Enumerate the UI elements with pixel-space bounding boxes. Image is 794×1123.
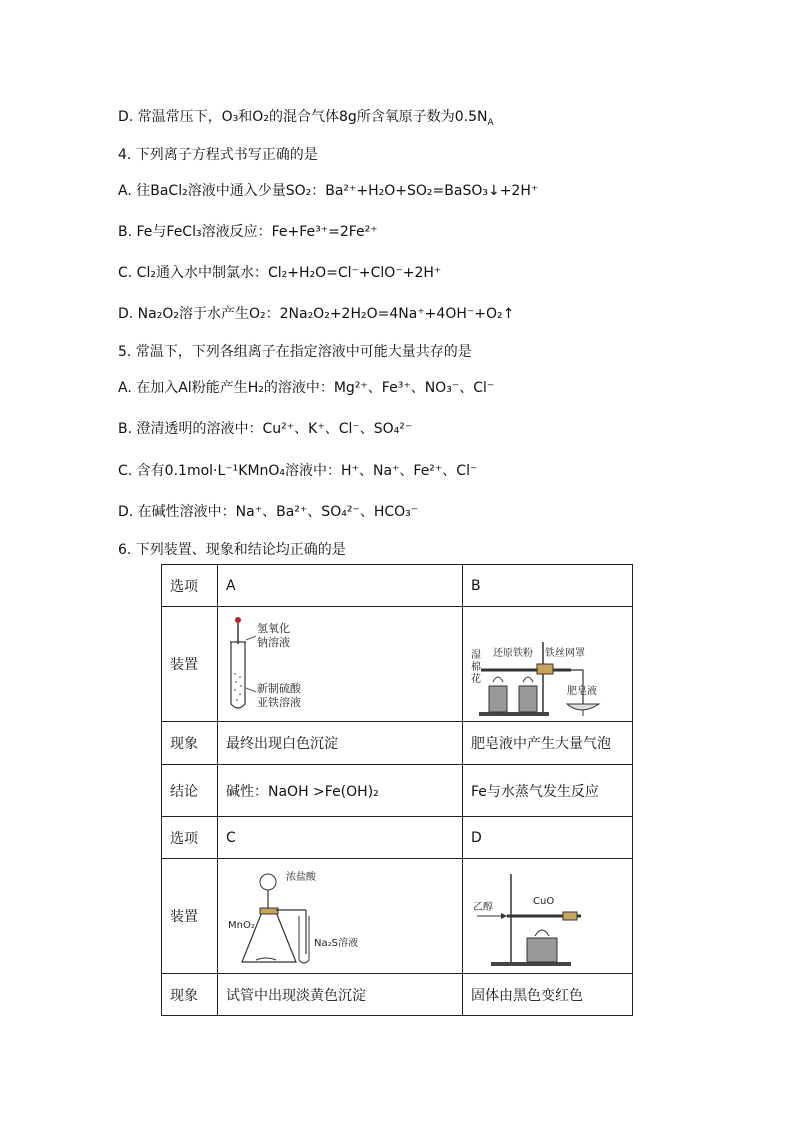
apparatus-c-label-hcl: 浓盐酸 [286, 871, 316, 883]
question-4-stem: 4. 下列离子方程式书写正确的是 [118, 147, 318, 163]
cell-header: 选项 [162, 817, 218, 859]
cell-option-c: C [218, 817, 463, 859]
question-4-option-a: A. 往BaCl₂溶液中通入少量SO₂：Ba²⁺+H₂O+SO₂=BaSO₃↓+2H⁺ [118, 183, 539, 199]
cell-apparatus-d [463, 859, 633, 974]
cell-conclusion-a: 碱性：NaOH >Fe(OH)₂ [218, 765, 463, 817]
question-5-option-d: D. 在碱性溶液中：Na⁺、Ba²⁺、SO₄²⁻、HCO₃⁻ [118, 504, 419, 520]
apparatus-a-figure [226, 612, 356, 717]
apparatus-a-label-4: 亚铁溶液 [257, 695, 301, 709]
cell-header: 结论 [162, 765, 218, 817]
question-5-option-c: C. 含有0.1mol·L⁻¹KMnO₄溶液中：H⁺、Na⁺、Fe²⁺、Cl⁻ [118, 463, 478, 479]
table-row [162, 859, 633, 974]
cell-phenomenon-b: 肥皂液中产生大量气泡 [463, 722, 633, 765]
apparatus-d-label-ethanol: 乙醇 [473, 901, 493, 913]
apparatus-c-figure [226, 864, 376, 969]
cell-header: 装置 [162, 859, 218, 974]
apparatus-d-label-cuo: CuO [533, 895, 555, 907]
cell-option-a: A [218, 565, 463, 607]
question-6-stem: 6. 下列装置、现象和结论均正确的是 [118, 542, 346, 558]
cell-option-b: B [463, 565, 633, 607]
apparatus-b-label-wet: 湿 [471, 649, 481, 661]
question-6-table [161, 564, 633, 1016]
question-5-option-a: A. 在加入Al粉能产生H₂的溶液中：Mg²⁺、Fe³⁺、NO₃⁻、Cl⁻ [118, 380, 495, 396]
apparatus-c-label-mno2: MnO₂ [228, 919, 255, 931]
apparatus-b-label-net: 铁丝网罩 [545, 647, 585, 659]
apparatus-a-label-1: 氢氧化 [257, 621, 290, 635]
table-row [162, 765, 633, 817]
question-4-option-d: D. Na₂O₂溶于水产生O₂：2Na₂O₂+2H₂O=4Na⁺+4OH⁻+O₂↑ [118, 306, 515, 322]
cell-conclusion-b: Fe与水蒸气发生反应 [463, 765, 633, 817]
cell-phenomenon-c: 试管中出现淡黄色沉淀 [218, 974, 463, 1016]
table-row [162, 722, 633, 765]
cell-header: 现象 [162, 974, 218, 1016]
table-row [162, 974, 633, 1016]
apparatus-b-figure [471, 612, 631, 717]
option-d-text: D. 常温常压下，O₃和O₂的混合气体8g所含氧原子数为0.5N [118, 109, 488, 125]
apparatus-b-label-flower: 花 [471, 673, 481, 685]
cell-apparatus-a [218, 607, 463, 722]
cell-phenomenon-a: 最终出现白色沉淀 [218, 722, 463, 765]
cell-header: 选项 [162, 565, 218, 607]
apparatus-d-figure [471, 864, 621, 969]
question-4-option-b: B. Fe与FeCl₃溶液反应：Fe+Fe³⁺=2Fe²⁺ [118, 224, 378, 240]
table-row [162, 565, 633, 607]
cell-header: 现象 [162, 722, 218, 765]
table-row [162, 817, 633, 859]
cell-header: 装置 [162, 607, 218, 722]
apparatus-b-label-iron: 还原铁粉 [493, 647, 533, 659]
apparatus-a-label-3: 新制硫酸 [257, 681, 301, 695]
option-d-sub: A [487, 117, 494, 128]
question-5-stem: 5. 常温下，下列各组离子在指定溶液中可能大量共存的是 [118, 344, 472, 360]
apparatus-b-label-soap: 肥皂液 [567, 685, 597, 697]
question-5-option-b: B. 澄清透明的溶液中：Cu²⁺、K⁺、Cl⁻、SO₄²⁻ [118, 421, 413, 437]
apparatus-a-label-2: 钠溶液 [257, 635, 290, 649]
cell-apparatus-c [218, 859, 463, 974]
cell-apparatus-b [463, 607, 633, 722]
table-row [162, 607, 633, 722]
option-d-line [118, 107, 494, 127]
cell-option-d: D [463, 817, 633, 859]
apparatus-b-label-cotton: 棉 [471, 661, 481, 673]
question-4-option-c: C. Cl₂通入水中制氯水：Cl₂+H₂O=Cl⁻+ClO⁻+2H⁺ [118, 265, 442, 281]
apparatus-c-label-na2s: Na₂S溶液 [314, 937, 358, 949]
cell-phenomenon-d: 固体由黑色变红色 [463, 974, 633, 1016]
